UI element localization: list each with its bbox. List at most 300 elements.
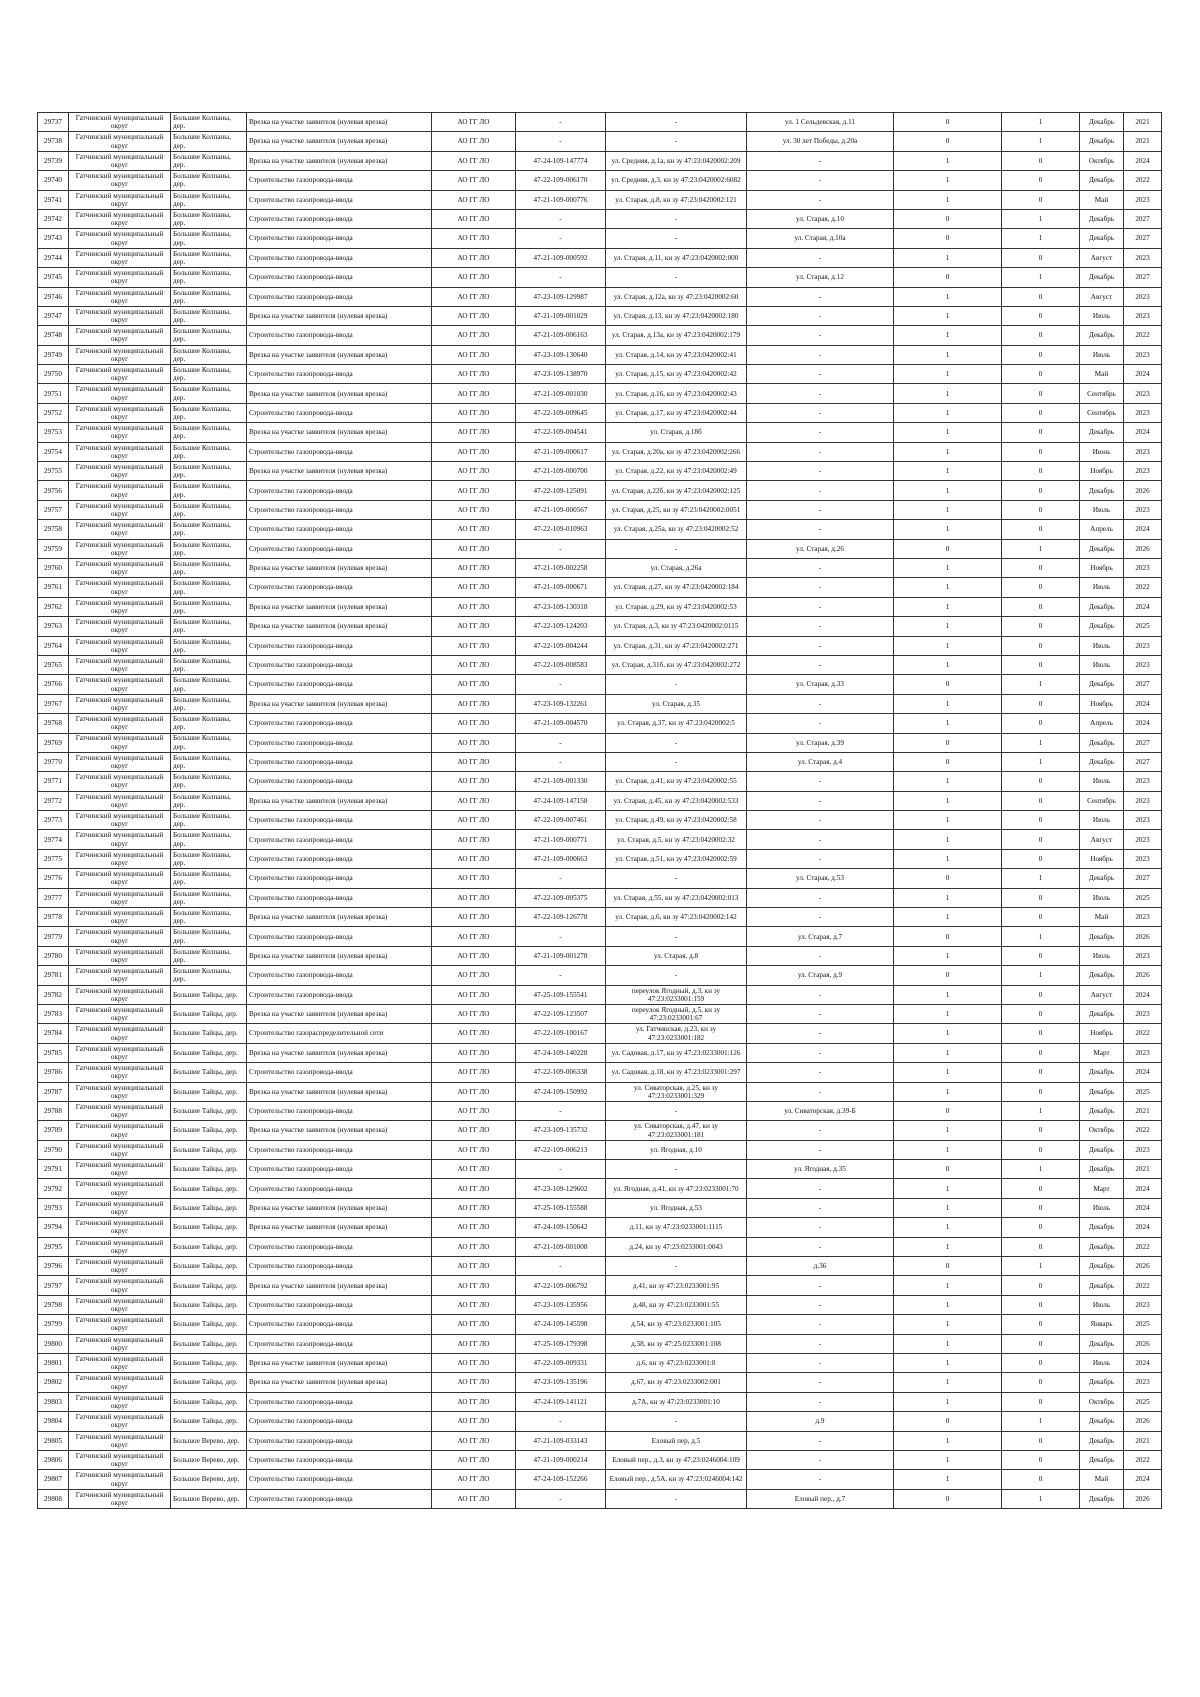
cell-count-planned: 0 [1002, 1024, 1080, 1043]
cell-work-type: Строительство газопровода-ввода [247, 752, 432, 771]
cell-municipality: Гатчинский муниципальный округ [69, 481, 171, 500]
cell-month: Декабрь [1080, 1218, 1124, 1237]
cell-count-planned: 1 [1002, 869, 1080, 888]
cell-count-planned: 0 [1002, 1450, 1080, 1469]
cell-settlement: Большие Колпаны, дер. [171, 306, 247, 325]
cell-settlement: Большие Тайцы, дер. [171, 985, 247, 1004]
cell-settlement: Большие Тайцы, дер. [171, 1392, 247, 1411]
cell-settlement: Большие Колпаны, дер. [171, 539, 247, 558]
cell-application-number: 47-21-109-000663 [516, 849, 606, 868]
cell-settlement: Большие Колпаны, дер. [171, 423, 247, 442]
table-row [38, 1315, 1162, 1334]
cell-year: 2026 [1124, 539, 1162, 558]
cell-municipality: Гатчинский муниципальный округ [69, 1354, 171, 1373]
table-row [38, 869, 1162, 888]
cell-count-connected: 1 [894, 462, 1002, 481]
cell-municipality: Гатчинский муниципальный округ [69, 1004, 171, 1023]
cell-month: Ноябрь [1080, 849, 1124, 868]
cell-work-type: Врезка на участке заявителя (нулевая врезка) [247, 694, 432, 713]
cell-address-cadastral: - [606, 675, 747, 694]
cell-address-cadastral: ул. Старая, д.3, кн зу 47:23:0420002:0115 [606, 617, 747, 636]
cell-municipality: Гатчинский муниципальный округ [69, 229, 171, 248]
cell-work-type: Строительство газопровода-ввода [247, 1392, 432, 1411]
table-row [38, 1276, 1162, 1295]
cell-settlement: Большие Колпаны, дер. [171, 113, 247, 132]
cell-count-connected: 1 [894, 1063, 1002, 1082]
cell-address: - [747, 345, 894, 364]
cell-work-type: Строительство газопровода-ввода [247, 1470, 432, 1489]
cell-application-number: 47-24-109-150992 [516, 1082, 606, 1101]
cell-organization: АО ГГ ЛО [432, 1470, 516, 1489]
cell-address: ул. Старая, д.4 [747, 752, 894, 771]
cell-municipality: Гатчинский муниципальный округ [69, 1373, 171, 1392]
cell-month: Июнь [1080, 442, 1124, 461]
cell-municipality: Гатчинский муниципальный округ [69, 849, 171, 868]
cell-municipality: Гатчинский муниципальный округ [69, 268, 171, 287]
cell-organization: АО ГГ ЛО [432, 248, 516, 267]
cell-row-number: 29783 [38, 1004, 69, 1023]
cell-organization: АО ГГ ЛО [432, 1063, 516, 1082]
cell-count-planned: 1 [1002, 1257, 1080, 1276]
cell-count-planned: 0 [1002, 462, 1080, 481]
cell-settlement: Большие Колпаны, дер. [171, 597, 247, 616]
cell-month: Декабрь [1080, 733, 1124, 752]
cell-month: Июль [1080, 306, 1124, 325]
cell-application-number: - [516, 733, 606, 752]
cell-settlement: Большие Колпаны, дер. [171, 888, 247, 907]
cell-month: Март [1080, 1043, 1124, 1062]
table-row [38, 791, 1162, 810]
cell-count-planned: 0 [1002, 306, 1080, 325]
cell-organization: АО ГГ ЛО [432, 500, 516, 519]
table-row [38, 306, 1162, 325]
cell-organization: АО ГГ ЛО [432, 520, 516, 539]
cell-count-planned: 0 [1002, 714, 1080, 733]
cell-month: Май [1080, 365, 1124, 384]
cell-count-connected: 1 [894, 714, 1002, 733]
cell-settlement: Большие Тайцы, дер. [171, 1354, 247, 1373]
cell-application-number: - [516, 1101, 606, 1120]
cell-organization: АО ГГ ЛО [432, 326, 516, 345]
table-row [38, 229, 1162, 248]
cell-application-number: - [516, 752, 606, 771]
cell-count-connected: 0 [894, 733, 1002, 752]
cell-month: Декабрь [1080, 1276, 1124, 1295]
cell-work-type: Врезка на участке заявителя (нулевая врезка) [247, 1198, 432, 1217]
cell-work-type: Строительство газопровода-ввода [247, 539, 432, 558]
cell-organization: АО ГГ ЛО [432, 384, 516, 403]
cell-row-number: 29758 [38, 520, 69, 539]
cell-municipality: Гатчинский муниципальный округ [69, 830, 171, 849]
cell-row-number: 29757 [38, 500, 69, 519]
cell-month: Декабрь [1080, 113, 1124, 132]
cell-work-type: Строительство газопровода-ввода [247, 927, 432, 946]
table-row [38, 908, 1162, 927]
cell-work-type: Строительство газопровода-ввода [247, 655, 432, 674]
table-row [38, 811, 1162, 830]
cell-row-number: 29805 [38, 1431, 69, 1450]
cell-settlement: Большие Колпаны, дер. [171, 345, 247, 364]
cell-count-planned: 1 [1002, 752, 1080, 771]
cell-year: 2022 [1124, 1450, 1162, 1469]
cell-year: 2024 [1124, 1218, 1162, 1237]
cell-year: 2025 [1124, 888, 1162, 907]
cell-row-number: 29800 [38, 1334, 69, 1353]
cell-count-planned: 0 [1002, 1276, 1080, 1295]
table-row [38, 326, 1162, 345]
cell-row-number: 29804 [38, 1412, 69, 1431]
cell-work-type: Врезка на участке заявителя (нулевая врезка) [247, 113, 432, 132]
cell-row-number: 29799 [38, 1315, 69, 1334]
cell-count-planned: 0 [1002, 287, 1080, 306]
cell-organization: АО ГГ ЛО [432, 849, 516, 868]
cell-municipality: Гатчинский муниципальный округ [69, 365, 171, 384]
cell-month: Декабрь [1080, 966, 1124, 985]
cell-application-number: 47-25-109-179398 [516, 1334, 606, 1353]
cell-address: ул. Сиваторская, д.39-Б [747, 1101, 894, 1120]
cell-row-number: 29803 [38, 1392, 69, 1411]
cell-count-planned: 1 [1002, 675, 1080, 694]
cell-count-planned: 0 [1002, 1295, 1080, 1314]
cell-settlement: Большие Тайцы, дер. [171, 1160, 247, 1179]
cell-count-planned: 0 [1002, 1063, 1080, 1082]
cell-month: Декабрь [1080, 927, 1124, 946]
cell-settlement: Большие Тайцы, дер. [171, 1412, 247, 1431]
cell-application-number: 47-24-109-141121 [516, 1392, 606, 1411]
cell-count-planned: 0 [1002, 190, 1080, 209]
cell-address: - [747, 384, 894, 403]
cell-row-number: 29763 [38, 617, 69, 636]
cell-row-number: 29781 [38, 966, 69, 985]
cell-count-connected: 0 [894, 539, 1002, 558]
cell-row-number: 29773 [38, 811, 69, 830]
cell-application-number: 47-23-109-130318 [516, 597, 606, 616]
cell-municipality: Гатчинский муниципальный округ [69, 151, 171, 170]
cell-settlement: Большие Тайцы, дер. [171, 1140, 247, 1159]
cell-municipality: Гатчинский муниципальный округ [69, 403, 171, 422]
cell-count-planned: 1 [1002, 113, 1080, 132]
cell-organization: АО ГГ ЛО [432, 365, 516, 384]
cell-work-type: Врезка на участке заявителя (нулевая врезка) [247, 151, 432, 170]
cell-municipality: Гатчинский муниципальный округ [69, 113, 171, 132]
cell-address-cadastral: Еловый пер, д.5 [606, 1431, 747, 1450]
cell-month: Декабрь [1080, 597, 1124, 616]
cell-work-type: Строительство газопровода-ввода [247, 830, 432, 849]
cell-organization: АО ГГ ЛО [432, 462, 516, 481]
cell-settlement: Большое Верево, дер. [171, 1489, 247, 1508]
cell-application-number: - [516, 927, 606, 946]
table-row [38, 1392, 1162, 1411]
cell-year: 2025 [1124, 1082, 1162, 1101]
cell-application-number: 47-23-109-135196 [516, 1373, 606, 1392]
cell-municipality: Гатчинский муниципальный округ [69, 209, 171, 228]
cell-application-number: 47-22-109-007461 [516, 811, 606, 830]
cell-year: 2022 [1124, 578, 1162, 597]
cell-settlement: Большие Колпаны, дер. [171, 791, 247, 810]
cell-count-connected: 1 [894, 1470, 1002, 1489]
cell-count-connected: 1 [894, 1024, 1002, 1043]
cell-application-number: - [516, 1160, 606, 1179]
cell-work-type: Строительство газопровода-ввода [247, 1412, 432, 1431]
cell-count-connected: 1 [894, 558, 1002, 577]
cell-row-number: 29750 [38, 365, 69, 384]
cell-month: Декабрь [1080, 1082, 1124, 1101]
cell-work-type: Врезка на участке заявителя (нулевая врезка) [247, 423, 432, 442]
cell-count-connected: 1 [894, 1140, 1002, 1159]
cell-address: - [747, 326, 894, 345]
cell-count-planned: 0 [1002, 1082, 1080, 1101]
cell-application-number: - [516, 869, 606, 888]
cell-municipality: Гатчинский муниципальный округ [69, 1121, 171, 1140]
cell-organization: АО ГГ ЛО [432, 1334, 516, 1353]
cell-month: Апрель [1080, 520, 1124, 539]
cell-settlement: Большие Тайцы, дер. [171, 1024, 247, 1043]
cell-row-number: 29775 [38, 849, 69, 868]
cell-work-type: Строительство газопровода-ввода [247, 248, 432, 267]
cell-application-number: 47-22-109-006338 [516, 1063, 606, 1082]
cell-year: 2026 [1124, 1489, 1162, 1508]
cell-settlement: Большие Тайцы, дер. [171, 1295, 247, 1314]
cell-address: - [747, 462, 894, 481]
cell-organization: АО ГГ ЛО [432, 1218, 516, 1237]
cell-row-number: 29806 [38, 1450, 69, 1469]
table-row [38, 694, 1162, 713]
cell-year: 2025 [1124, 617, 1162, 636]
cell-year: 2026 [1124, 927, 1162, 946]
table-row [38, 481, 1162, 500]
cell-address-cadastral: - [606, 209, 747, 228]
cell-count-connected: 1 [894, 1237, 1002, 1256]
cell-count-connected: 1 [894, 481, 1002, 500]
cell-row-number: 29793 [38, 1198, 69, 1217]
cell-month: Декабрь [1080, 132, 1124, 151]
cell-row-number: 29764 [38, 636, 69, 655]
table-row [38, 1101, 1162, 1120]
cell-settlement: Большие Колпаны, дер. [171, 365, 247, 384]
cell-count-planned: 0 [1002, 1315, 1080, 1334]
cell-address-cadastral: - [606, 539, 747, 558]
cell-year: 2023 [1124, 1373, 1162, 1392]
connections-table [37, 112, 1162, 1509]
cell-address: - [747, 500, 894, 519]
cell-municipality: Гатчинский муниципальный округ [69, 423, 171, 442]
cell-organization: АО ГГ ЛО [432, 229, 516, 248]
cell-address-cadastral: ул. Старая, д.6, кн зу 47:23:0420002:142 [606, 908, 747, 927]
cell-count-connected: 1 [894, 1179, 1002, 1198]
cell-address-cadastral: ул. Старая, д.41, кн зу 47:23:0420002:55 [606, 772, 747, 791]
cell-year: 2027 [1124, 209, 1162, 228]
cell-month: Сентябрь [1080, 384, 1124, 403]
cell-count-connected: 1 [894, 345, 1002, 364]
cell-month: Декабрь [1080, 1489, 1124, 1508]
cell-organization: АО ГГ ЛО [432, 268, 516, 287]
table-row [38, 636, 1162, 655]
cell-work-type: Врезка на участке заявителя (нулевая врезка) [247, 1043, 432, 1062]
cell-municipality: Гатчинский муниципальный округ [69, 520, 171, 539]
cell-application-number: 47-22-109-123507 [516, 1004, 606, 1023]
table-row [38, 1024, 1162, 1043]
cell-count-connected: 1 [894, 1431, 1002, 1450]
cell-application-number: 47-22-109-125091 [516, 481, 606, 500]
cell-address-cadastral: ул. Старая, д.12а, кн зу 47:23:0420002:60 [606, 287, 747, 306]
cell-work-type: Строительство газопровода-ввода [247, 209, 432, 228]
cell-organization: АО ГГ ЛО [432, 113, 516, 132]
cell-address: д.9 [747, 1412, 894, 1431]
cell-count-planned: 0 [1002, 617, 1080, 636]
cell-count-connected: 1 [894, 326, 1002, 345]
cell-organization: АО ГГ ЛО [432, 811, 516, 830]
cell-organization: АО ГГ ЛО [432, 171, 516, 190]
cell-settlement: Большие Колпаны, дер. [171, 772, 247, 791]
cell-month: Декабрь [1080, 171, 1124, 190]
cell-address-cadastral: ул. Сиваторская, д.47, кн зу 47:23:0233001:181 [606, 1121, 747, 1140]
cell-month: Декабрь [1080, 675, 1124, 694]
cell-address: - [747, 1373, 894, 1392]
cell-work-type: Строительство газопровода-ввода [247, 1140, 432, 1159]
cell-month: Декабрь [1080, 1412, 1124, 1431]
cell-row-number: 29787 [38, 1082, 69, 1101]
cell-settlement: Большие Колпаны, дер. [171, 326, 247, 345]
cell-municipality: Гатчинский муниципальный округ [69, 869, 171, 888]
cell-count-planned: 0 [1002, 985, 1080, 1004]
cell-row-number: 29789 [38, 1121, 69, 1140]
cell-organization: АО ГГ ЛО [432, 694, 516, 713]
cell-settlement: Большие Колпаны, дер. [171, 209, 247, 228]
cell-organization: АО ГГ ЛО [432, 1450, 516, 1469]
cell-row-number: 29765 [38, 655, 69, 674]
cell-work-type: Строительство газопровода-ввода [247, 287, 432, 306]
cell-municipality: Гатчинский муниципальный округ [69, 1101, 171, 1120]
cell-row-number: 29762 [38, 597, 69, 616]
cell-settlement: Большие Колпаны, дер. [171, 190, 247, 209]
cell-count-connected: 0 [894, 1160, 1002, 1179]
cell-settlement: Большие Колпаны, дер. [171, 520, 247, 539]
cell-address-cadastral: - [606, 733, 747, 752]
cell-application-number: 47-24-109-140228 [516, 1043, 606, 1062]
cell-municipality: Гатчинский муниципальный округ [69, 946, 171, 965]
cell-year: 2022 [1124, 1121, 1162, 1140]
cell-address: - [747, 1450, 894, 1469]
cell-count-planned: 1 [1002, 209, 1080, 228]
cell-month: Ноябрь [1080, 462, 1124, 481]
cell-address: - [747, 1334, 894, 1353]
cell-year: 2023 [1124, 1140, 1162, 1159]
cell-municipality: Гатчинский муниципальный округ [69, 1179, 171, 1198]
cell-count-planned: 1 [1002, 268, 1080, 287]
table-row [38, 714, 1162, 733]
cell-address-cadastral: - [606, 869, 747, 888]
cell-address: - [747, 365, 894, 384]
cell-settlement: Большие Колпаны, дер. [171, 578, 247, 597]
cell-count-connected: 1 [894, 403, 1002, 422]
cell-count-planned: 0 [1002, 423, 1080, 442]
cell-count-planned: 0 [1002, 365, 1080, 384]
cell-count-connected: 1 [894, 520, 1002, 539]
cell-count-connected: 1 [894, 1315, 1002, 1334]
cell-application-number: 47-22-109-126778 [516, 908, 606, 927]
cell-organization: АО ГГ ЛО [432, 791, 516, 810]
cell-year: 2026 [1124, 966, 1162, 985]
cell-organization: АО ГГ ЛО [432, 927, 516, 946]
cell-work-type: Строительство газопровода-ввода [247, 811, 432, 830]
cell-count-connected: 1 [894, 1373, 1002, 1392]
cell-count-planned: 0 [1002, 811, 1080, 830]
cell-month: Август [1080, 248, 1124, 267]
cell-address-cadastral: ул. Старая, д.51, кн зу 47:23:0420002:59 [606, 849, 747, 868]
cell-application-number: 47-22-109-004244 [516, 636, 606, 655]
cell-organization: АО ГГ ЛО [432, 597, 516, 616]
cell-address-cadastral: - [606, 1160, 747, 1179]
cell-organization: АО ГГ ЛО [432, 132, 516, 151]
cell-application-number: - [516, 113, 606, 132]
table-row [38, 190, 1162, 209]
cell-work-type: Врезка на участке заявителя (нулевая врезка) [247, 791, 432, 810]
cell-address-cadastral: ул. Средняя, д.3, кн зу 47:23:0420002:6082 [606, 171, 747, 190]
cell-address-cadastral: ул. Старая, д.31б, кн зу 47:23:0420002:272 [606, 655, 747, 674]
cell-organization: АО ГГ ЛО [432, 190, 516, 209]
cell-month: Июль [1080, 946, 1124, 965]
cell-year: 2024 [1124, 365, 1162, 384]
cell-address: - [747, 655, 894, 674]
cell-municipality: Гатчинский муниципальный округ [69, 1334, 171, 1353]
cell-organization: АО ГГ ЛО [432, 1237, 516, 1256]
cell-municipality: Гатчинский муниципальный округ [69, 345, 171, 364]
cell-address-cadastral: ул. Старая, д.49, кн зу 47:23:0420002:58 [606, 811, 747, 830]
cell-row-number: 29802 [38, 1373, 69, 1392]
cell-settlement: Большие Тайцы, дер. [171, 1179, 247, 1198]
cell-application-number: - [516, 539, 606, 558]
cell-work-type: Врезка на участке заявителя (нулевая врезка) [247, 946, 432, 965]
cell-year: 2021 [1124, 1101, 1162, 1120]
cell-count-planned: 0 [1002, 1431, 1080, 1450]
cell-count-planned: 0 [1002, 946, 1080, 965]
cell-address: - [747, 772, 894, 791]
cell-municipality: Гатчинский муниципальный округ [69, 1276, 171, 1295]
cell-application-number: 47-21-109-000776 [516, 190, 606, 209]
cell-address: ул. Старая, д.39 [747, 733, 894, 752]
cell-municipality: Гатчинский муниципальный округ [69, 675, 171, 694]
table-row [38, 1237, 1162, 1256]
cell-count-connected: 1 [894, 830, 1002, 849]
cell-address: - [747, 423, 894, 442]
cell-year: 2023 [1124, 772, 1162, 791]
cell-application-number: 47-21-109-004570 [516, 714, 606, 733]
cell-application-number: 47-24-109-147774 [516, 151, 606, 170]
cell-address-cadastral: ул. Старая, д.35 [606, 694, 747, 713]
cell-address-cadastral: - [606, 113, 747, 132]
cell-organization: АО ГГ ЛО [432, 151, 516, 170]
cell-row-number: 29770 [38, 752, 69, 771]
cell-address: ул. Старая, д.33 [747, 675, 894, 694]
table-row [38, 927, 1162, 946]
cell-address-cadastral: д.41, кн зу 47:23:0233001:95 [606, 1276, 747, 1295]
cell-municipality: Гатчинский муниципальный округ [69, 927, 171, 946]
cell-work-type: Врезка на участке заявителя (нулевая врезка) [247, 1276, 432, 1295]
cell-organization: АО ГГ ЛО [432, 1101, 516, 1120]
table-row [38, 772, 1162, 791]
cell-address: - [747, 791, 894, 810]
table-row [38, 985, 1162, 1004]
cell-work-type: Строительство газопровода-ввода [247, 733, 432, 752]
cell-address: - [747, 849, 894, 868]
cell-year: 2024 [1124, 714, 1162, 733]
cell-month: Декабрь [1080, 1450, 1124, 1469]
cell-month: Декабрь [1080, 1160, 1124, 1179]
cell-row-number: 29786 [38, 1063, 69, 1082]
cell-settlement: Большие Тайцы, дер. [171, 1082, 247, 1101]
cell-address-cadastral: ул. Старая, д.29, кн зу 47:23:0420002:53 [606, 597, 747, 616]
cell-work-type: Строительство газопровода-ввода [247, 772, 432, 791]
